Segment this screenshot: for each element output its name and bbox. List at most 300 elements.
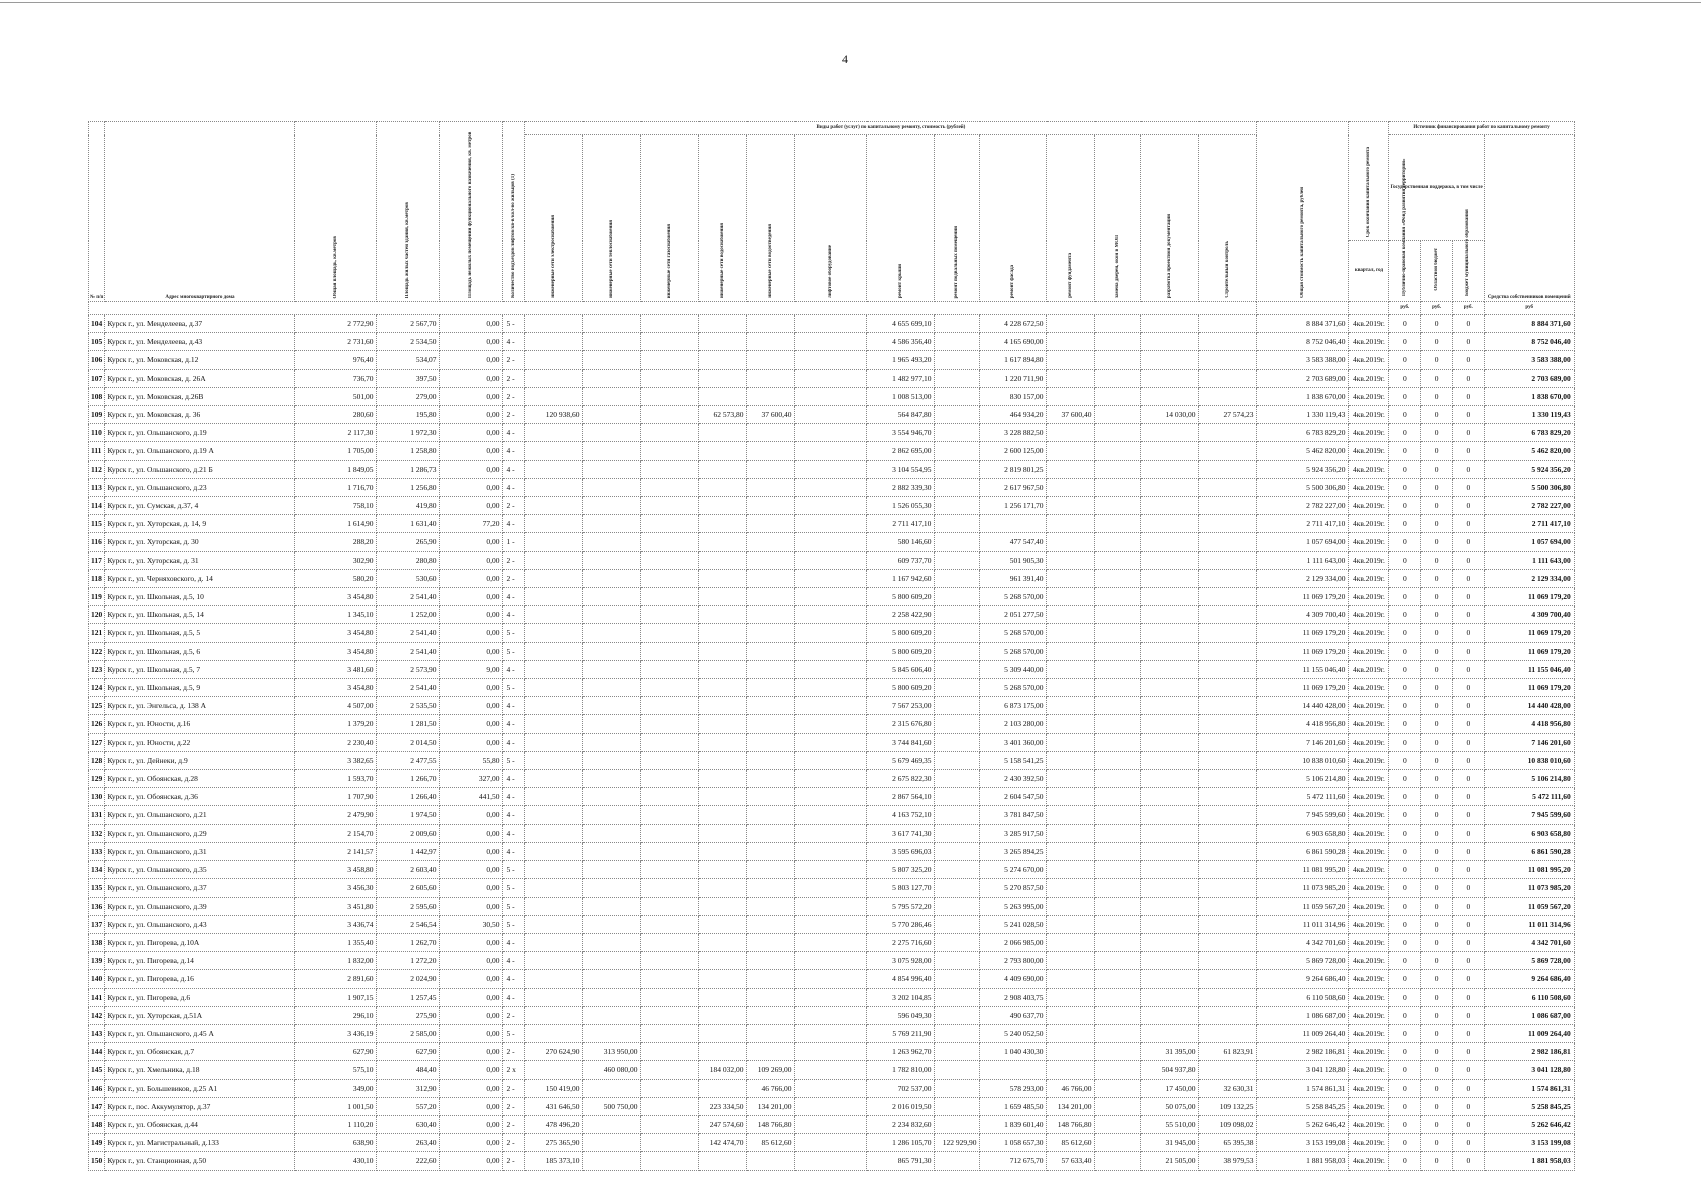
- row-number: 122: [89, 642, 105, 660]
- row-total-cost: 1 111 643,00: [1257, 551, 1349, 569]
- row-source-owners: 3 153 199,08: [1484, 1134, 1574, 1152]
- row-work-cost: 464 934,20: [980, 406, 1047, 424]
- row-nonliving-area: 0,00: [440, 333, 503, 351]
- row-work-cost: [641, 679, 699, 697]
- row-work-cost: [525, 369, 583, 387]
- row-lifts-count: 2 х: [503, 1061, 525, 1079]
- row-term: 4кв.2019г.: [1349, 533, 1389, 551]
- row-work-cost: [1141, 315, 1199, 333]
- row-work-cost: 65 395,38: [1199, 1134, 1257, 1152]
- row-source-region: 0: [1421, 624, 1453, 642]
- row-work-cost: [641, 1097, 699, 1115]
- row-work-cost: [1199, 315, 1257, 333]
- row-work-cost: [699, 533, 747, 551]
- row-term: 4кв.2019г.: [1349, 387, 1389, 405]
- row-living-area: 2 567,70: [377, 315, 440, 333]
- row-source-region: 0: [1421, 806, 1453, 824]
- row-living-area: 280,80: [377, 551, 440, 569]
- row-work-cost: [525, 387, 583, 405]
- row-work-cost: [1095, 606, 1141, 624]
- header-address: Адрес многоквартирного дома: [105, 122, 295, 302]
- row-work-cost: 3 781 847,50: [980, 806, 1047, 824]
- row-work-cost: [747, 642, 795, 660]
- row-work-cost: [1095, 770, 1141, 788]
- row-lifts-count: 4 -: [503, 424, 525, 442]
- row-work-cost: 46 766,00: [747, 1079, 795, 1097]
- row-work-cost: [525, 788, 583, 806]
- row-work-cost: [795, 351, 867, 369]
- row-living-area: 419,80: [377, 497, 440, 515]
- row-work-cost: 2 051 277,50: [980, 606, 1047, 624]
- row-work-cost: [641, 606, 699, 624]
- row-work-cost: [795, 970, 867, 988]
- row-work-cost: [641, 387, 699, 405]
- row-work-cost: 1 782 810,00: [867, 1061, 935, 1079]
- row-work-cost: [1141, 551, 1199, 569]
- row-work-cost: [583, 588, 641, 606]
- row-work-cost: [1141, 533, 1199, 551]
- row-work-cost: [1141, 515, 1199, 533]
- row-source-owners: 8 752 046,40: [1484, 333, 1574, 351]
- row-total-area: 1 832,00: [295, 952, 377, 970]
- row-source-fund: 0: [1389, 1097, 1421, 1115]
- row-number: 106: [89, 351, 105, 369]
- row-work-cost: [641, 1115, 699, 1133]
- table-row: [89, 333, 1575, 351]
- row-term: 4кв.2019г.: [1349, 751, 1389, 769]
- row-lifts-count: 4 -: [503, 824, 525, 842]
- row-source-region: 0: [1421, 1006, 1453, 1024]
- row-source-fund: 0: [1389, 897, 1421, 915]
- row-living-area: 630,40: [377, 1115, 440, 1133]
- row-term: 4кв.2019г.: [1349, 988, 1389, 1006]
- row-work-cost: [747, 933, 795, 951]
- row-nonliving-area: 0,00: [440, 369, 503, 387]
- row-source-municipal: 0: [1452, 642, 1484, 660]
- row-work-cost: [747, 387, 795, 405]
- row-nonliving-area: 9,00: [440, 660, 503, 678]
- row-work-cost: [525, 442, 583, 460]
- row-nonliving-area: 0,00: [440, 715, 503, 733]
- row-number: 125: [89, 697, 105, 715]
- row-work-cost: [795, 606, 867, 624]
- row-work-cost: [795, 1043, 867, 1061]
- row-lifts-count: 5 -: [503, 642, 525, 660]
- row-work-cost: [1141, 879, 1199, 897]
- row-term: 4кв.2019г.: [1349, 770, 1389, 788]
- row-work-cost: 109 132,25: [1199, 1097, 1257, 1115]
- row-work-cost: [1095, 660, 1141, 678]
- row-work-cost: 7 567 253,00: [867, 697, 935, 715]
- row-total-cost: 6 903 658,80: [1257, 824, 1349, 842]
- row-source-region: 0: [1421, 1115, 1453, 1133]
- header-work-gas: инженерные сети газоснабжения: [641, 135, 699, 302]
- row-work-cost: [747, 660, 795, 678]
- row-work-cost: [1095, 733, 1141, 751]
- row-work-cost: [980, 1061, 1047, 1079]
- row-work-cost: [935, 1043, 980, 1061]
- row-work-cost: [747, 606, 795, 624]
- row-lifts-count: 2 -: [503, 351, 525, 369]
- row-work-cost: [1095, 387, 1141, 405]
- row-work-cost: 148 766,80: [1047, 1115, 1095, 1133]
- row-work-cost: [795, 806, 867, 824]
- row-total-area: 1 379,20: [295, 715, 377, 733]
- row-work-cost: [699, 842, 747, 860]
- row-source-fund: 0: [1389, 861, 1421, 879]
- row-total-cost: 4 342 701,60: [1257, 933, 1349, 951]
- row-work-cost: [1095, 1061, 1141, 1079]
- row-work-cost: [699, 897, 747, 915]
- row-source-municipal: 0: [1452, 551, 1484, 569]
- row-work-cost: [583, 551, 641, 569]
- row-total-cost: 1 574 861,31: [1257, 1079, 1349, 1097]
- header-total-cost: Общая стоимость капитального ремонта, рублей: [1257, 122, 1349, 302]
- row-work-cost: [1095, 1043, 1141, 1061]
- row-work-cost: [699, 569, 747, 587]
- row-address: Курск г., ул. Пигорева, д.10А: [105, 933, 295, 951]
- row-term: 4кв.2019г.: [1349, 1152, 1389, 1170]
- row-work-cost: [795, 879, 867, 897]
- table-row: [89, 915, 1575, 933]
- table-row: [89, 751, 1575, 769]
- row-work-cost: [1141, 442, 1199, 460]
- row-term: 4кв.2019г.: [1349, 660, 1389, 678]
- row-total-area: 4 507,00: [295, 697, 377, 715]
- row-work-cost: [583, 806, 641, 824]
- row-term: 4кв.2019г.: [1349, 806, 1389, 824]
- row-total-cost: 5 262 646,42: [1257, 1115, 1349, 1133]
- row-living-area: 2 585,00: [377, 1024, 440, 1042]
- row-total-area: 1 716,70: [295, 478, 377, 496]
- row-work-cost: [935, 660, 980, 678]
- row-work-cost: [699, 751, 747, 769]
- row-source-fund: 0: [1389, 569, 1421, 587]
- row-source-municipal: 0: [1452, 1134, 1484, 1152]
- row-source-municipal: 0: [1452, 806, 1484, 824]
- row-work-cost: [935, 1079, 980, 1097]
- row-work-cost: [699, 952, 747, 970]
- row-living-area: 2 541,40: [377, 679, 440, 697]
- row-work-cost: [747, 970, 795, 988]
- row-work-cost: [641, 442, 699, 460]
- row-work-cost: [795, 624, 867, 642]
- row-living-area: 275,90: [377, 1006, 440, 1024]
- row-total-cost: 11 081 995,20: [1257, 861, 1349, 879]
- row-work-cost: [641, 861, 699, 879]
- row-source-municipal: 0: [1452, 460, 1484, 478]
- row-work-cost: [1199, 624, 1257, 642]
- row-work-cost: [699, 788, 747, 806]
- row-total-area: 280,60: [295, 406, 377, 424]
- row-source-region: 0: [1421, 442, 1453, 460]
- row-source-owners: 10 838 010,60: [1484, 751, 1574, 769]
- row-total-area: 3 454,80: [295, 624, 377, 642]
- row-source-fund: 0: [1389, 1006, 1421, 1024]
- row-work-cost: [747, 824, 795, 842]
- header-work-foundation: ремонт фундамента: [1047, 135, 1095, 302]
- row-address: Курск г., ул. Ольшанского, д.29: [105, 824, 295, 842]
- row-total-area: 3 454,80: [295, 679, 377, 697]
- row-nonliving-area: 327,00: [440, 770, 503, 788]
- row-lifts-count: 4 -: [503, 970, 525, 988]
- row-work-cost: [1095, 933, 1141, 951]
- row-total-area: 1 849,05: [295, 460, 377, 478]
- row-address: Курск г., ул. Хуторская, д. 30: [105, 533, 295, 551]
- row-number: 107: [89, 369, 105, 387]
- table-row: [89, 1079, 1575, 1097]
- row-work-cost: [641, 751, 699, 769]
- row-work-cost: [795, 551, 867, 569]
- row-term: 4кв.2019г.: [1349, 788, 1389, 806]
- row-nonliving-area: 30,50: [440, 915, 503, 933]
- row-total-cost: 11 059 567,20: [1257, 897, 1349, 915]
- row-work-cost: [1199, 697, 1257, 715]
- row-source-region: 0: [1421, 915, 1453, 933]
- row-total-cost: 11 069 179,20: [1257, 588, 1349, 606]
- row-term: 4кв.2019г.: [1349, 460, 1389, 478]
- row-work-cost: [1095, 1024, 1141, 1042]
- row-work-cost: 2 103 280,00: [980, 715, 1047, 733]
- row-work-cost: [1141, 333, 1199, 351]
- row-source-region: 0: [1421, 1061, 1453, 1079]
- row-nonliving-area: 0,00: [440, 1043, 503, 1061]
- row-total-area: 1 705,00: [295, 442, 377, 460]
- row-work-cost: 2 066 985,00: [980, 933, 1047, 951]
- row-total-area: 302,90: [295, 551, 377, 569]
- row-source-fund: 0: [1389, 1079, 1421, 1097]
- row-source-region: 0: [1421, 788, 1453, 806]
- row-work-cost: [747, 751, 795, 769]
- table-row: [89, 1024, 1575, 1042]
- row-source-fund: 0: [1389, 533, 1421, 551]
- row-work-cost: 2 016 019,50: [867, 1097, 935, 1115]
- row-source-fund: 0: [1389, 515, 1421, 533]
- row-work-cost: 1 167 942,60: [867, 569, 935, 587]
- row-work-cost: [583, 442, 641, 460]
- row-work-cost: [641, 806, 699, 824]
- row-total-area: 1 907,15: [295, 988, 377, 1006]
- row-work-cost: [525, 606, 583, 624]
- row-work-cost: [747, 351, 795, 369]
- table-row: [89, 351, 1575, 369]
- row-number: 131: [89, 806, 105, 824]
- row-source-municipal: 0: [1452, 970, 1484, 988]
- row-address: Курск г., ул. Ольшанского, д.43: [105, 915, 295, 933]
- row-source-municipal: 0: [1452, 933, 1484, 951]
- row-nonliving-area: 0,00: [440, 442, 503, 460]
- row-address: Курск г., ул. Школьная, д.5, 7: [105, 660, 295, 678]
- row-work-cost: [935, 315, 980, 333]
- row-nonliving-area: 0,00: [440, 460, 503, 478]
- row-work-cost: [1047, 515, 1095, 533]
- unit-term: квартал, год: [1349, 241, 1389, 302]
- row-work-cost: [1095, 824, 1141, 842]
- row-nonliving-area: 0,00: [440, 569, 503, 587]
- row-work-cost: [1199, 1006, 1257, 1024]
- row-work-cost: 5 268 570,00: [980, 679, 1047, 697]
- table-row: [89, 533, 1575, 551]
- row-source-owners: 14 440 428,00: [1484, 697, 1574, 715]
- row-number: 134: [89, 861, 105, 879]
- row-work-cost: [795, 897, 867, 915]
- row-work-cost: [1141, 933, 1199, 951]
- row-nonliving-area: 0,00: [440, 733, 503, 751]
- row-source-owners: 11 011 314,96: [1484, 915, 1574, 933]
- row-source-fund: 0: [1389, 351, 1421, 369]
- row-work-cost: [583, 770, 641, 788]
- row-work-cost: 38 979,53: [1199, 1152, 1257, 1170]
- row-source-region: 0: [1421, 315, 1453, 333]
- row-work-cost: [1047, 351, 1095, 369]
- row-work-cost: 609 737,70: [867, 551, 935, 569]
- row-work-cost: [795, 497, 867, 515]
- row-work-cost: [1141, 588, 1199, 606]
- row-lifts-count: 4 -: [503, 842, 525, 860]
- row-work-cost: [525, 879, 583, 897]
- row-work-cost: [1095, 442, 1141, 460]
- row-work-cost: [583, 788, 641, 806]
- row-work-cost: [583, 387, 641, 405]
- row-source-region: 0: [1421, 551, 1453, 569]
- table-row: [89, 642, 1575, 660]
- row-source-fund: 0: [1389, 879, 1421, 897]
- row-source-fund: 0: [1389, 915, 1421, 933]
- table-row: [89, 933, 1575, 951]
- row-source-owners: 6 903 658,80: [1484, 824, 1574, 842]
- row-work-cost: [935, 733, 980, 751]
- row-lifts-count: 2 -: [503, 406, 525, 424]
- row-lifts-count: 4 -: [503, 460, 525, 478]
- row-lifts-count: 2 -: [503, 387, 525, 405]
- row-term: 4кв.2019г.: [1349, 861, 1389, 879]
- row-source-municipal: 0: [1452, 1043, 1484, 1061]
- row-work-cost: [699, 515, 747, 533]
- row-lifts-count: 4 -: [503, 588, 525, 606]
- row-work-cost: [583, 369, 641, 387]
- row-work-cost: 501 905,30: [980, 551, 1047, 569]
- row-work-cost: [699, 387, 747, 405]
- row-total-cost: 14 440 428,00: [1257, 697, 1349, 715]
- row-work-cost: [795, 952, 867, 970]
- row-work-cost: [747, 442, 795, 460]
- row-work-cost: 1 058 657,30: [980, 1134, 1047, 1152]
- row-work-cost: [1095, 424, 1141, 442]
- row-source-fund: 0: [1389, 733, 1421, 751]
- row-work-cost: [1095, 515, 1141, 533]
- row-term: 4кв.2019г.: [1349, 952, 1389, 970]
- row-work-cost: [699, 697, 747, 715]
- row-work-cost: [583, 842, 641, 860]
- row-work-cost: [747, 478, 795, 496]
- table-row: [89, 1097, 1575, 1115]
- row-lifts-count: 5 -: [503, 879, 525, 897]
- row-term: 4кв.2019г.: [1349, 679, 1389, 697]
- row-work-cost: [935, 806, 980, 824]
- row-total-cost: 9 264 686,40: [1257, 970, 1349, 988]
- row-address: Курск г., ул. Хмельника, д.18: [105, 1061, 295, 1079]
- row-work-cost: [1141, 842, 1199, 860]
- row-number: 117: [89, 551, 105, 569]
- row-living-area: 2 541,40: [377, 642, 440, 660]
- row-source-region: 0: [1421, 588, 1453, 606]
- row-work-cost: [1095, 988, 1141, 1006]
- row-source-region: 0: [1421, 1043, 1453, 1061]
- row-number: 138: [89, 933, 105, 951]
- row-living-area: 1 974,50: [377, 806, 440, 824]
- row-work-cost: 5 803 127,70: [867, 879, 935, 897]
- row-living-area: 279,00: [377, 387, 440, 405]
- row-work-cost: [1199, 824, 1257, 842]
- row-work-cost: [699, 933, 747, 951]
- row-term: 4кв.2019г.: [1349, 569, 1389, 587]
- row-work-cost: [1141, 1024, 1199, 1042]
- table-row: [89, 315, 1575, 333]
- row-work-cost: [583, 897, 641, 915]
- row-nonliving-area: 0,00: [440, 824, 503, 842]
- row-source-fund: 0: [1389, 478, 1421, 496]
- row-number: 150: [89, 1152, 105, 1170]
- row-work-cost: [1095, 642, 1141, 660]
- row-work-cost: [699, 478, 747, 496]
- row-work-cost: [1047, 897, 1095, 915]
- row-work-cost: 184 032,00: [699, 1061, 747, 1079]
- row-source-region: 0: [1421, 424, 1453, 442]
- table-row: [89, 1061, 1575, 1079]
- header-work-lift: лифтовое оборудование: [795, 135, 867, 302]
- row-work-cost: [935, 387, 980, 405]
- row-work-cost: [699, 315, 747, 333]
- row-work-cost: [583, 642, 641, 660]
- row-address: Курск г., ул. Школьная, д.5, 14: [105, 606, 295, 624]
- header-work-sewer: инженерные сети водоотведения: [747, 135, 795, 302]
- row-number: 126: [89, 715, 105, 733]
- row-lifts-count: 2 -: [503, 1115, 525, 1133]
- row-source-region: 0: [1421, 351, 1453, 369]
- row-work-cost: [935, 988, 980, 1006]
- row-source-fund: 0: [1389, 406, 1421, 424]
- row-address: Курск г., ул. Станционная, д.50: [105, 1152, 295, 1170]
- row-work-cost: 270 624,90: [525, 1043, 583, 1061]
- table-body: [89, 315, 1575, 1171]
- row-living-area: 263,40: [377, 1134, 440, 1152]
- row-work-cost: [525, 988, 583, 1006]
- row-source-owners: 6 110 508,60: [1484, 988, 1574, 1006]
- row-source-owners: 4 342 701,60: [1484, 933, 1574, 951]
- row-work-cost: [1141, 478, 1199, 496]
- row-nonliving-area: 0,00: [440, 1079, 503, 1097]
- row-work-cost: 3 075 928,00: [867, 952, 935, 970]
- row-living-area: 2 541,40: [377, 624, 440, 642]
- row-source-region: 0: [1421, 1097, 1453, 1115]
- row-source-fund: 0: [1389, 1115, 1421, 1133]
- row-work-cost: [583, 569, 641, 587]
- row-source-municipal: 0: [1452, 1152, 1484, 1170]
- row-total-area: 580,20: [295, 569, 377, 587]
- row-work-cost: [747, 770, 795, 788]
- row-source-fund: 0: [1389, 1024, 1421, 1042]
- row-work-cost: [1047, 1024, 1095, 1042]
- row-work-cost: 4 586 356,40: [867, 333, 935, 351]
- row-living-area: 1 262,70: [377, 933, 440, 951]
- row-living-area: 2 546,54: [377, 915, 440, 933]
- row-work-cost: [795, 770, 867, 788]
- row-work-cost: [1199, 442, 1257, 460]
- row-work-cost: 4 854 996,40: [867, 970, 935, 988]
- row-address: Курск г., ул. Сумская, д.37, 4: [105, 497, 295, 515]
- row-source-owners: 2 711 417,10: [1484, 515, 1574, 533]
- row-work-cost: [1047, 915, 1095, 933]
